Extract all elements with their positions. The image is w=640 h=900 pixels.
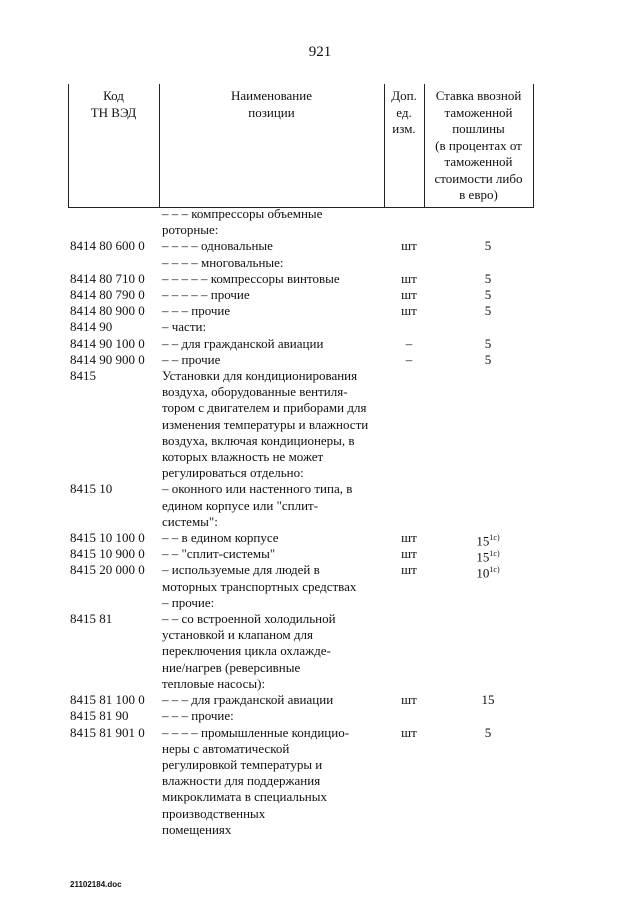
row-name [162, 481, 380, 530]
row-unit: шт [401, 287, 417, 303]
row-name-line: едином корпусе или "сплит- [162, 497, 319, 513]
row-name [162, 708, 380, 724]
table-row [68, 238, 534, 254]
row-name-line: изменения температуры и влажности [162, 416, 369, 432]
row-code: 8415 10 100 0 [70, 530, 145, 546]
row-name-line: – прочие: [162, 594, 215, 610]
row-rate-value: 10 [476, 565, 490, 581]
row-rate-value: 15 [476, 549, 490, 565]
row-name-line: Установки для кондиционирования [162, 368, 358, 384]
row-name-line: – – – компрессоры объемные [162, 206, 323, 221]
row-name-line: воздуха, включая кондиционеры, в [162, 432, 355, 448]
row-name-line: регулировкой температуры и [162, 756, 323, 772]
row-code: 8414 80 790 0 [70, 287, 145, 303]
table-row [68, 319, 534, 335]
row-name-line: системы": [162, 513, 218, 529]
table-row [68, 255, 534, 271]
row-name [162, 595, 380, 611]
row-name [162, 546, 380, 562]
header-rate-line: пошлины [452, 121, 505, 136]
row-name [162, 530, 380, 546]
row-name [162, 303, 380, 319]
row-code: 8414 80 900 0 [70, 303, 145, 319]
row-rate-value: 5 [484, 335, 492, 351]
row-rate-note: 1с) [489, 533, 500, 543]
row-name-line: регулироваться отдельно: [162, 465, 304, 481]
row-rate-note: 1с) [489, 565, 500, 575]
row-name-line: – – – прочие: [162, 708, 234, 724]
header-code [68, 88, 159, 121]
row-name [162, 206, 380, 238]
row-rate-value: 15 [481, 692, 495, 708]
row-code: 8415 81 901 0 [70, 724, 145, 740]
row-name-line: влажности для поддержания [162, 773, 321, 789]
header-rate-line: таможенной [444, 104, 513, 120]
row-name-line: производственных [162, 805, 266, 821]
table-row [68, 546, 534, 565]
row-name-line: неры с автоматической [162, 740, 290, 756]
row-code: 8415 81 [70, 611, 113, 627]
table-body [68, 206, 534, 838]
row-code: 8414 90 900 0 [70, 351, 145, 367]
table-row [68, 725, 534, 838]
table-row [68, 530, 534, 549]
row-name-line: – оконного или настенного типа, в [162, 481, 353, 497]
row-unit: шт [401, 238, 417, 254]
row-rate [468, 336, 508, 352]
table-row [68, 368, 534, 481]
row-name [162, 238, 380, 254]
header-unit-line: ед. [396, 104, 412, 120]
header-code-line: ТН ВЭД [90, 104, 137, 120]
header-unit-line: Доп. [391, 88, 417, 103]
row-rate [468, 562, 508, 582]
row-code: 8415 10 [70, 481, 113, 497]
row-unit: шт [401, 546, 417, 562]
header-rate-line: (в процентах от [435, 137, 522, 153]
row-code: 8414 80 710 0 [70, 270, 145, 286]
header-rate-line: таможенной [444, 154, 513, 169]
table-row [68, 562, 534, 594]
row-name-line: помещениях [162, 821, 232, 837]
table-row [68, 206, 534, 238]
row-code: 8414 90 [70, 319, 113, 335]
header-name-line: Наименование [231, 88, 312, 103]
row-name-line: – – прочие [162, 351, 221, 367]
row-unit: шт [401, 692, 417, 708]
row-name-line: – части: [162, 319, 207, 335]
table-row [68, 271, 534, 287]
table-header [68, 84, 534, 208]
row-rate-value: 15 [476, 533, 490, 549]
row-rate [468, 303, 508, 319]
table-row [68, 708, 534, 724]
row-name-line: – – – для гражданской авиации [162, 692, 334, 708]
row-name-line: которых влажность не может [162, 449, 324, 465]
row-name-line: переключения цикла охлажде- [162, 643, 331, 659]
row-rate [468, 238, 508, 254]
row-rate-value: 5 [484, 351, 492, 367]
table-row [68, 303, 534, 319]
row-name [162, 562, 380, 594]
row-name-line: тепловые насосы): [162, 675, 266, 691]
header-rate-line: Ставка ввозной [435, 88, 522, 103]
row-code: 8414 90 100 0 [70, 335, 145, 351]
row-rate [468, 352, 508, 368]
row-name-line: – – со встроенной холодильной [162, 611, 336, 627]
header-unit [384, 88, 424, 138]
table-row [68, 352, 534, 368]
row-rate-value: 5 [484, 238, 492, 254]
header-name-line: позиции [248, 104, 295, 120]
row-rate-value: 5 [484, 270, 492, 286]
row-name [162, 611, 380, 692]
row-name-line: – – – – промышленные кондицио- [162, 724, 350, 740]
row-name-line: – используемые для людей в [162, 562, 320, 578]
header-rate-line: стоимости либо [434, 170, 523, 186]
page-number: 921 [308, 44, 332, 60]
row-rate-value: 5 [484, 303, 492, 319]
row-code: 8414 80 600 0 [70, 238, 145, 254]
row-name [162, 255, 380, 271]
row-name [162, 319, 380, 335]
row-code: 8415 10 900 0 [70, 546, 145, 562]
footer-filename: 21102184.doc [70, 880, 122, 889]
row-unit: шт [401, 303, 417, 319]
row-code: 8415 [70, 368, 96, 384]
header-rate [424, 88, 533, 204]
row-name-line: микроклимата в специальных [162, 789, 327, 805]
row-name [162, 368, 380, 481]
row-name [162, 271, 380, 287]
row-unit: – [405, 335, 413, 351]
row-name-line: – – – – – прочие [162, 287, 250, 303]
row-rate [468, 287, 508, 303]
row-name-line: воздуха, оборудованные вентиля- [162, 384, 348, 400]
row-rate-note: 1с) [489, 549, 500, 559]
header-code-line: Код [103, 88, 124, 103]
table-row [68, 481, 534, 530]
row-unit: – [405, 351, 413, 367]
row-name-line: тором с двигателем и приборами для [162, 400, 367, 416]
row-name [162, 692, 380, 708]
header-rate-line: в евро) [459, 187, 498, 202]
table-row [68, 287, 534, 303]
row-name-line: роторные: [162, 222, 219, 238]
table-border-right [533, 84, 534, 208]
row-unit: шт [401, 724, 417, 740]
row-name-line: – – – прочие [162, 303, 231, 319]
row-unit: шт [401, 270, 417, 286]
row-name-line: – – в едином корпусе [162, 530, 279, 546]
header-name [159, 88, 384, 121]
row-name-line: – – – – многовальные: [162, 254, 284, 270]
row-name [162, 352, 380, 368]
row-rate [468, 271, 508, 287]
table-row [68, 611, 534, 692]
row-name-line: – – – – – компрессоры винтовые [162, 270, 340, 286]
row-code: 8415 20 000 0 [70, 562, 145, 578]
row-name [162, 287, 380, 303]
header-unit-line: изм. [392, 121, 416, 136]
row-unit: шт [401, 530, 417, 546]
row-name [162, 725, 380, 838]
row-code: 8415 81 90 [70, 708, 129, 724]
row-name [162, 336, 380, 352]
row-code: 8415 81 100 0 [70, 692, 145, 708]
row-rate [468, 692, 508, 708]
row-rate [468, 725, 508, 741]
table-row [68, 595, 534, 611]
row-rate-value: 5 [484, 287, 492, 303]
row-name-line: установкой и клапаном для [162, 627, 313, 643]
row-name-line: ние/нагрев (реверсивные [162, 659, 301, 675]
table-row [68, 336, 534, 352]
row-rate-value: 5 [484, 724, 492, 740]
row-unit: шт [401, 562, 417, 578]
row-name-line: – – – – одновальные [162, 238, 273, 254]
row-name-line: – – "сплит-системы" [162, 546, 276, 562]
row-name-line: – – для гражданской авиации [162, 335, 324, 351]
row-name-line: моторных транспортных средствах [162, 578, 357, 594]
table-row [68, 692, 534, 708]
